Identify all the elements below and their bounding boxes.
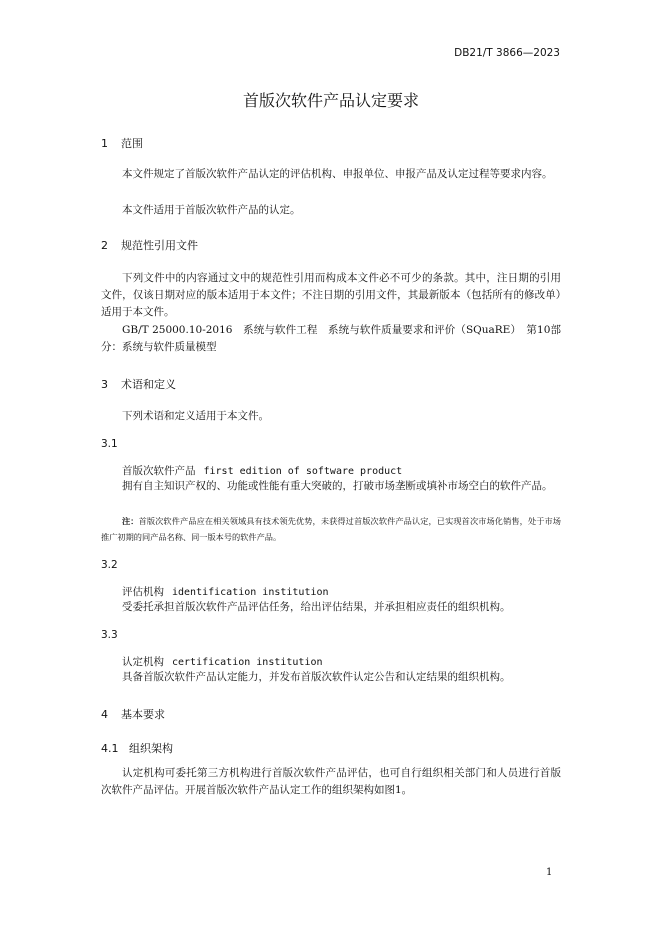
term-chinese: 认定机构 (122, 656, 164, 668)
section-number: 4 (101, 708, 108, 721)
section-1-paragraph-2: 本文件适用于首版次软件产品的认定。 (122, 204, 301, 216)
term-english: first edition of software product (203, 466, 403, 477)
section-4-1-paragraph: 认定机构可委托第三方机构进行首版次软件产品评估，也可自行组织相关部门和人员进行首版次软件产品评估。开展首版次软件产品认定工作的组织架构如图1。 (101, 767, 561, 796)
section-3-heading (101, 376, 176, 392)
term-english: certification institution (172, 657, 323, 668)
clause-3-1-number: 3.1 (101, 438, 118, 450)
section-title: 范围 (121, 137, 143, 150)
section-1-paragraph-1: 本文件规定了首版次软件产品认定的评估机构、申报单位、申报产品及认定过程等要求内容。 (122, 168, 553, 180)
term-english: identification institution (172, 587, 329, 598)
term-3-2-definition: 受委托承担首版次软件产品评估任务，给出评估结果，并承担相应责任的组织机构。 (122, 601, 511, 613)
section-title: 术语和定义 (121, 378, 176, 391)
term-3-1-definition: 拥有自主知识产权的、功能或性能有重大突破的，打破市场垄断或填补市场空白的软件产品。 (122, 480, 553, 492)
clause-3-2-number: 3.2 (101, 559, 118, 571)
term-chinese: 评估机构 (122, 586, 164, 598)
section-2-paragraph-1: 下列文件中的内容通过文中的规范性引用而构成本文件必不可少的条款。其中，注日期的引用文件，仅该日期对应的版本适用于本文件；不注日期的引用文件，其最新版本（包括所有的修改单）适用于本文件。 (101, 272, 561, 318)
section-title: 规范性引用文件 (121, 239, 198, 252)
document-id: DB21/T 3866—2023 (454, 47, 560, 59)
note-label: 注： (122, 516, 139, 526)
section-number: 1 (101, 137, 108, 150)
clause-3-3-number: 3.3 (101, 629, 118, 641)
section-number: 3 (101, 378, 108, 391)
section-1-heading (101, 135, 143, 151)
term-3-3 (122, 654, 323, 669)
term-3-3-definition: 具备首版次软件产品认定能力，并发布首版次软件认定公告和认定结果的组织机构。 (122, 671, 511, 683)
section-2-heading (101, 237, 198, 253)
section-number: 4.1 (101, 742, 119, 755)
term-3-1-note (101, 513, 561, 545)
page-title: 首版次软件产品认定要求 (242, 91, 419, 110)
section-4-heading (101, 706, 165, 722)
page-number: 1 (546, 867, 553, 878)
section-number: 2 (101, 239, 108, 252)
section-title: 组织架构 (129, 742, 173, 755)
term-chinese: 首版次软件产品 (122, 465, 196, 477)
section-title: 基本要求 (121, 708, 165, 721)
term-3-2 (122, 584, 329, 599)
term-3-1 (122, 463, 402, 478)
section-3-intro: 下列术语和定义适用于本文件。 (122, 410, 269, 422)
section-4-1-heading (101, 740, 173, 756)
note-text: 首版次软件产品应在相关领域具有技术领先优势，未获得过首版次软件产品认定，已实现首次市场化销售，处于市场推广初期的同产品名称、同一版本号的软件产品。 (101, 516, 561, 542)
normative-reference: GB/T 25000.10-2016 系统与软件工程 系统与软件质量要求和评价（SQuaRE） 第10部分：系统与软件质量模型 (101, 324, 561, 353)
